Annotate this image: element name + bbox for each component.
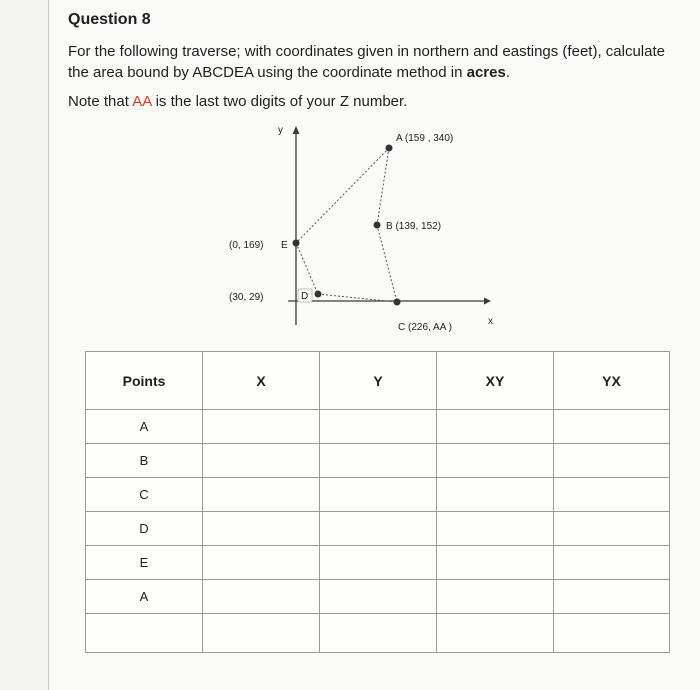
cell-total-xy[interactable]: [437, 614, 554, 653]
point-a-dot: [386, 145, 393, 152]
header-x: X: [203, 352, 320, 410]
cell-total-x[interactable]: [203, 614, 320, 653]
cell-y[interactable]: [320, 512, 437, 546]
cell-xy[interactable]: [437, 580, 554, 614]
cell-yx[interactable]: [554, 444, 670, 478]
row-point-label: B: [86, 444, 203, 478]
note-text-end: is the last two digits of your Z number.: [151, 93, 408, 110]
x-axis-arrow: [484, 298, 491, 305]
cell-yx[interactable]: [554, 580, 670, 614]
cell-total-y[interactable]: [320, 614, 437, 653]
cell-total-label: [86, 614, 203, 653]
y-axis-arrow: [293, 126, 300, 134]
line-ae: [296, 148, 389, 243]
cell-y[interactable]: [320, 444, 437, 478]
cell-y[interactable]: [320, 410, 437, 444]
point-c-label: C (226, AA ): [398, 322, 452, 333]
cell-y[interactable]: [320, 580, 437, 614]
row-point-label: D: [86, 512, 203, 546]
point-e-dot: [293, 240, 300, 247]
cell-xy[interactable]: [437, 512, 554, 546]
question-body-text: For the following traverse; with coordinates given in northern and eastings (feet), calculate the area bound by ABCDEA using the coordinate method in: [68, 43, 665, 81]
y-axis-label: y: [278, 125, 283, 136]
cell-x[interactable]: [203, 546, 320, 580]
table-row: [86, 410, 670, 444]
cell-x[interactable]: [203, 444, 320, 478]
table-row: [86, 444, 670, 478]
table-row: [86, 478, 670, 512]
header-xy: XY: [437, 352, 554, 410]
x-axis-label: x: [488, 316, 493, 327]
cell-x[interactable]: [203, 410, 320, 444]
point-c-dot: [394, 299, 401, 306]
cell-yx[interactable]: [554, 512, 670, 546]
cell-xy[interactable]: [437, 444, 554, 478]
cell-xy[interactable]: [437, 478, 554, 512]
row-point-label: C: [86, 478, 203, 512]
table-row: [86, 546, 670, 580]
point-b-dot: [374, 222, 381, 229]
cell-x[interactable]: [203, 478, 320, 512]
header-y: Y: [320, 352, 437, 410]
cell-yx[interactable]: [554, 546, 670, 580]
cell-xy[interactable]: [437, 546, 554, 580]
table-total-row: [86, 614, 670, 653]
cell-yx[interactable]: [554, 410, 670, 444]
point-d-dot: [315, 291, 322, 298]
cell-y[interactable]: [320, 546, 437, 580]
cell-x[interactable]: [203, 580, 320, 614]
point-e-label: E: [281, 240, 288, 251]
table-row: [86, 512, 670, 546]
point-e-coord: (0, 169): [229, 240, 264, 251]
cell-yx[interactable]: [554, 478, 670, 512]
row-point-label: A: [86, 410, 203, 444]
row-point-label: A: [86, 580, 203, 614]
point-d-coord: (30, 29): [229, 292, 264, 303]
line-ab: [377, 148, 389, 225]
point-a-label: A (159 , 340): [396, 133, 454, 144]
header-yx: YX: [554, 352, 670, 410]
question-title: Question 8: [68, 11, 151, 28]
question-body-end: .: [505, 64, 510, 81]
header-points: Points: [86, 352, 203, 410]
row-point-label: E: [86, 546, 203, 580]
cell-x[interactable]: [203, 512, 320, 546]
table-header-row: [86, 352, 670, 410]
note-highlight-aa: AA: [132, 93, 152, 110]
cell-y[interactable]: [320, 478, 437, 512]
point-b-label: B (139, 152): [386, 221, 442, 232]
question-body-bold: acres: [466, 64, 506, 81]
cell-xy[interactable]: [437, 410, 554, 444]
line-ed: [296, 243, 318, 294]
line-bc: [377, 225, 397, 302]
point-d-label: D: [301, 291, 309, 302]
traverse-table: [85, 351, 670, 653]
cell-total-yx[interactable]: [554, 614, 670, 653]
note-text-start: Note that: [68, 93, 133, 110]
table-row: [86, 580, 670, 614]
